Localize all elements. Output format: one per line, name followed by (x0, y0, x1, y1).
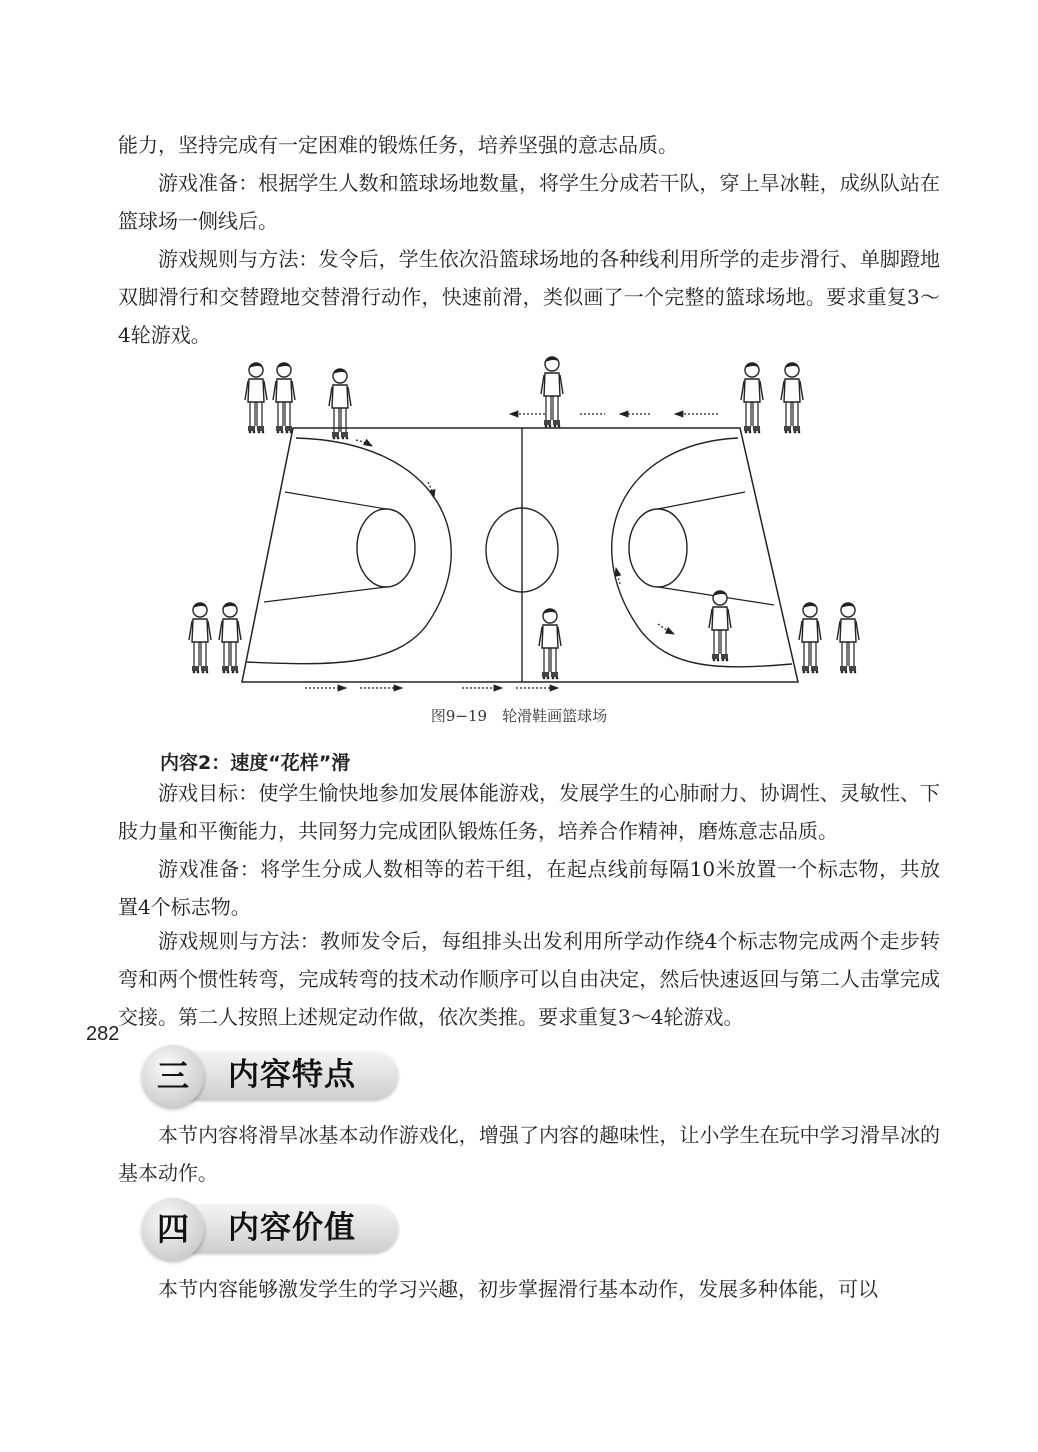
paragraph-game-preparation-2: 游戏准备：将学生分成人数相等的若干组，在起点线前每隔10米放置一个标志物，共放置4个标志物。 (118, 857, 940, 919)
figure-caption: 图9−19 轮滑鞋画篮球场 (430, 707, 608, 725)
section-number-badge: 三 (142, 1045, 204, 1107)
section-banner-features (140, 1045, 402, 1107)
content2-heading: 内容2：速度“花样”滑 (160, 752, 351, 774)
paragraph-features: 本节内容将滑旱冰基本动作游戏化，增强了内容的趣味性，让小学生在玩中学习滑旱冰的基本动作。 (118, 1123, 940, 1185)
basketball-court-figure (180, 352, 860, 692)
paragraph-game-preparation: 游戏准备：根据学生人数和篮球场地数量，将学生分成若干队，穿上旱冰鞋，成纵队站在篮球场一侧线后。 (118, 171, 940, 233)
paragraph-continuation: 能力，坚持完成有一定困难的锻炼任务，培养坚强的意志品质。 (118, 133, 678, 157)
paragraph-value: 本节内容能够激发学生的学习兴趣，初步掌握滑行基本动作，发展多种体能，可以 (158, 1277, 878, 1301)
paragraph-game-goal: 游戏目标：使学生愉快地参加发展体能游戏，发展学生的心肺耐力、协调性、灵敏性、下肢力量和平衡能力，共同努力完成团队锻炼任务，培养合作精神，磨炼意志品质。 (118, 781, 940, 843)
paragraph-game-rules: 游戏规则与方法：发令后，学生依次沿篮球场地的各种线利用所学的走步滑行、单脚蹬地双脚滑行和交替蹬地交替滑行动作，快速前滑，类似画了一个完整的篮球场地。要求重复3～4轮游戏。 (118, 247, 940, 347)
section-banner-value (140, 1198, 402, 1260)
section-number-badge: 四 (142, 1198, 204, 1260)
section-title: 内容特点 (228, 1057, 356, 1093)
paragraph-game-rules-2: 游戏规则与方法：教师发令后，每组排头出发利用所学动作绕4个标志物完成两个走步转弯和两个惯性转弯，完成转弯的技术动作顺序可以自由决定，然后快速返回与第二人击掌完成交接。第二人按照上述规定动作做，依次类推。要求重复3～4轮游戏。 (118, 929, 940, 1029)
page-number: 282 (86, 1023, 120, 1045)
section-title: 内容价值 (228, 1210, 356, 1246)
